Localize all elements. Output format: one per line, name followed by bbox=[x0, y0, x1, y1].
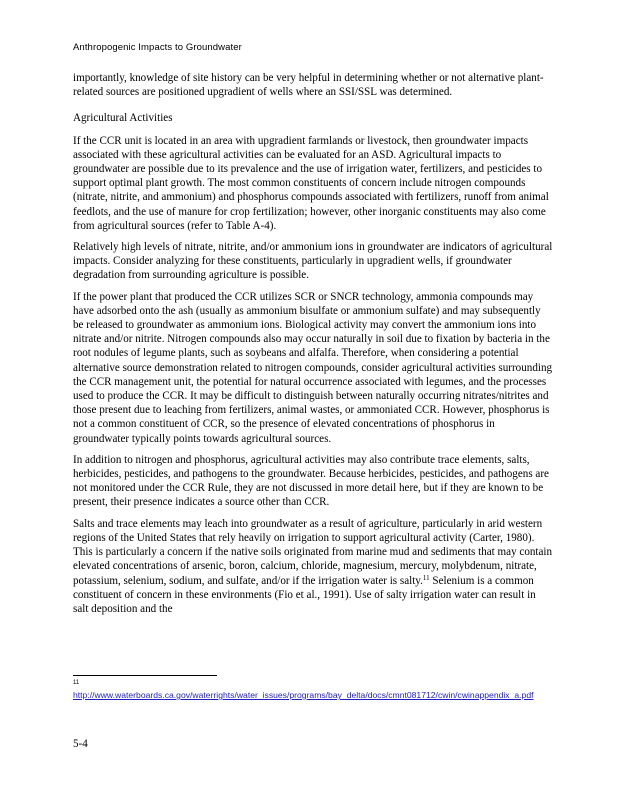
body-paragraph-5-part1: Salts and trace elements may leach into groundwater as a result of agriculture, particularly in arid western regions of the United States that rely heavily on irrigation to support agricultural activity (Carter, 1980). This is particularly a concern if the native soils originated from marine mud and sediments that may contain elevated concentrations of arsenic, boron, calcium, chloride, magnesium, mercury, molybdenum, nitrate, potassium, selenium, sodium, and sulfate, and/or if the irrigation water is salty. bbox=[73, 517, 553, 587]
running-header: Anthropogenic Impacts to Groundwater bbox=[73, 42, 242, 53]
body-paragraph-4: In addition to nitrogen and phosphorus, agricultural activities may also contribute trace elements, salts, herbicides, pesticides, and pathogens to the groundwater. Because herbicides, pesticides, and pathogens are not monitored under the CCR Rule, they are not discussed in more detail here, but if they are known to be present, their presence indicates a source other than CCR. bbox=[73, 453, 549, 509]
footnote-divider bbox=[73, 675, 217, 676]
footnote-number: 11 bbox=[73, 680, 80, 686]
body-paragraph-2: Relatively high levels of nitrate, nitrite, and/or ammonium ions in groundwater are indicators of agricultural impacts. Consider analyzing for these constituents, particularly in upgradient wells, if groundwater degradation from surrounding agriculture is possible. bbox=[73, 241, 553, 282]
intro-paragraph: importantly, knowledge of site history can be very helpful in determining whether or not alternative plant-related sources are positioned upgradient of wells where an SSI/SSL was determined. bbox=[73, 72, 544, 99]
section-heading: Agricultural Activities bbox=[73, 112, 173, 125]
footnote-reference[interactable]: 11 bbox=[422, 573, 430, 582]
page-body bbox=[73, 71, 553, 623]
body-paragraph-3: If the power plant that produced the CCR utilizes SCR or SNCR technology, ammonia compounds may have adsorbed onto the ash (usually as ammonium bisulfate or ammonium sulfate) and may subsequently be released to groundwater as ammonium ions. Biological activity may convert the ammonium ions into nitrate and/or nitrite. Nitrogen compounds also may occur naturally in soil due to fixation by bacteria in the root nodules of legume plants, such as soybeans and alfalfa. Therefore, when considering a potential alternative source demonstration related to nitrogen compounds, consider agricultural activities surrounding the CCR management unit, the potential for natural occurrence associated with legumes, and the processes used to produce the CCR. It may be difficult to distinguish between naturally occurring nitrates/nitrites and those present due to leaching from fertilizers, animal wastes, or ammoniated CCR. However, phosphorus is not a common constituent of CCR, so the presence of elevated concentrations of phosphorus in groundwater typically points towards agricultural sources. bbox=[73, 290, 553, 445]
body-paragraph-5-part2: Selenium is a common constituent of concern in these environments (Fio et al., 1991). Use of salty irrigation water can result in salt deposition and the bbox=[73, 574, 536, 615]
page-number: 5-4 bbox=[73, 738, 88, 750]
footnote-link[interactable]: http://www.waterboards.ca.gov/waterrights/water_issues/programs/bay_delta/docs/cmnt081712/cwin/cwinappendix_a.pdf bbox=[73, 690, 534, 700]
body-paragraph-1: If the CCR unit is located in an area with upgradient farmlands or livestock, then groundwater impacts associated with these agricultural activities can be evaluated for an ASD. Agricultural impacts to groundwater are possible due to its prevalence and the use of irrigation water, fertilizers, and pesticides to support optimal plant growth. The most common constituents of concern include nitrogen compounds (nitrate, nitrite, and ammonium) and phosphorus compounds associated with fertilizers, runoff from animal feedlots, and the use of manure for crop fertilization; however, other inorganic constituents may also come from agricultural sources (refer to Table A-4). bbox=[73, 134, 549, 232]
body-paragraph-5 bbox=[73, 517, 553, 616]
